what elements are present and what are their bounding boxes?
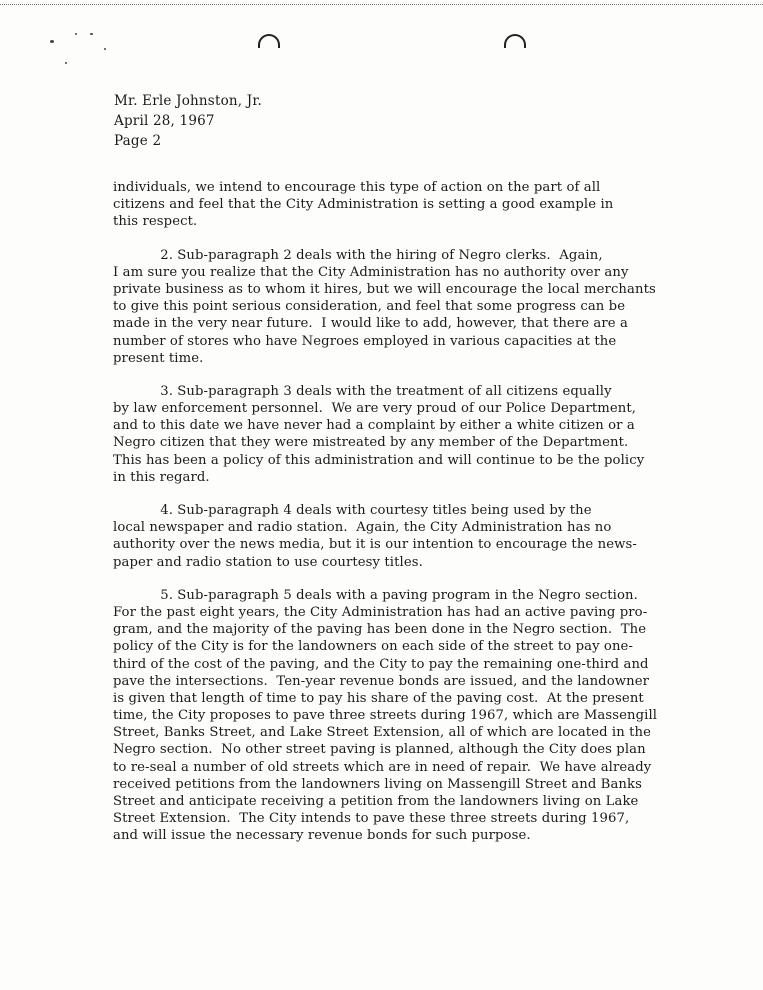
paragraph-line: 5. Sub-paragraph 5 deals with a paving program in the Negro section. — [113, 587, 638, 603]
page-top-edge — [0, 4, 763, 5]
paragraph-line: is given that length of time to pay his share of the paving cost. At the present — [113, 690, 644, 706]
letter-paragraph — [113, 587, 733, 845]
paragraph-line: paper and radio station to use courtesy titles. — [113, 554, 423, 570]
paragraph-line: by law enforcement personnel. We are very proud of our Police Department, — [113, 401, 637, 417]
paragraph-line: individuals, we intend to encourage this type of action on the part of all — [113, 180, 601, 195]
scan-speck — [50, 40, 54, 43]
page-number: Page 2 — [114, 133, 162, 149]
recipient-name: Mr. Erle Johnston, Jr. — [114, 93, 263, 109]
paragraph-line: For the past eight years, the City Administration has had an active paving pro- — [113, 604, 648, 620]
punch-hole-mark-right — [504, 34, 526, 48]
paragraph-line: third of the cost of the paving, and the City to pay the remaining one-third and — [113, 656, 649, 672]
scan-speck — [104, 48, 106, 50]
paragraph-line: present time. — [113, 350, 204, 366]
letter-date: April 28, 1967 — [114, 113, 215, 129]
paragraph-line: to give this point serious consideration, and feel that some progress can be — [113, 299, 626, 315]
paragraph-line: I am sure you realize that the City Administration has no authority over any — [113, 264, 629, 280]
letter-paragraph — [113, 383, 733, 486]
paragraph-line: and will issue the necessary revenue bonds for such purpose. — [113, 828, 531, 844]
paragraph-line: Street Extension. The City intends to pave these three streets during 1967, — [113, 811, 630, 827]
paragraph-line: received petitions from the landowners living on Massengill Street and Banks — [113, 776, 642, 792]
paragraph-line: Street, Banks Street, and Lake Street Extension, all of which are located in the — [113, 725, 652, 741]
punch-hole-mark-left — [258, 34, 280, 48]
letter-paragraph — [113, 247, 733, 367]
paragraph-line: 3. Sub-paragraph 3 deals with the treatment of all citizens equally — [113, 383, 612, 399]
paragraph-line: authority over the news media, but it is our intention to encourage the news- — [113, 537, 637, 553]
paragraph-line: Street and anticipate receiving a petition from the landowners living on Lake — [113, 794, 639, 809]
letter-body — [113, 179, 733, 861]
paragraph-line: this respect. — [113, 214, 198, 230]
letter-paragraph — [113, 502, 733, 571]
paragraph-line: number of stores who have Negroes employed in various capacities at the — [113, 333, 617, 349]
paragraph-line: This has been a policy of this administration and will continue to be the policy — [113, 452, 645, 468]
scan-speck — [75, 33, 77, 35]
paragraph-line: time, the City proposes to pave three streets during 1967, which are Massengill — [113, 708, 658, 724]
paragraph-line: gram, and the majority of the paving has been done in the Negro section. The — [113, 622, 647, 638]
paragraph-line: citizens and feel that the City Administration is setting a good example in — [113, 197, 614, 213]
letter-paragraph — [113, 179, 733, 231]
paragraph-line: 4. Sub-paragraph 4 deals with courtesy titles being used by the — [113, 503, 592, 518]
paragraph-line: pave the intersections. Ten-year revenue bonds are issued, and the landowner — [113, 673, 650, 689]
paragraph-line: Negro section. No other street paving is planned, although the City does plan — [113, 742, 646, 758]
scan-speck — [65, 62, 67, 64]
paragraph-line: local newspaper and radio station. Again, the City Administration has no — [113, 520, 612, 536]
letter-header — [114, 91, 262, 151]
paragraph-line: and to this date we have never had a complaint by either a white citizen or a — [113, 418, 635, 434]
paragraph-line: in this regard. — [113, 469, 210, 485]
paragraph-line: policy of the City is for the landowners on each side of the street to pay one- — [113, 639, 634, 655]
paragraph-line: made in the very near future. I would like to add, however, that there are a — [113, 316, 628, 332]
paragraph-line: to re-seal a number of old streets which are in need of repair. We have already — [113, 759, 652, 775]
scan-speck — [90, 33, 93, 35]
paragraph-line: 2. Sub-paragraph 2 deals with the hiring of Negro clerks. Again, — [113, 247, 603, 263]
paragraph-line: private business as to whom it hires, but we will encourage the local merchants — [113, 281, 656, 297]
paragraph-line: Negro citizen that they were mistreated by any member of the Department. — [113, 435, 629, 451]
